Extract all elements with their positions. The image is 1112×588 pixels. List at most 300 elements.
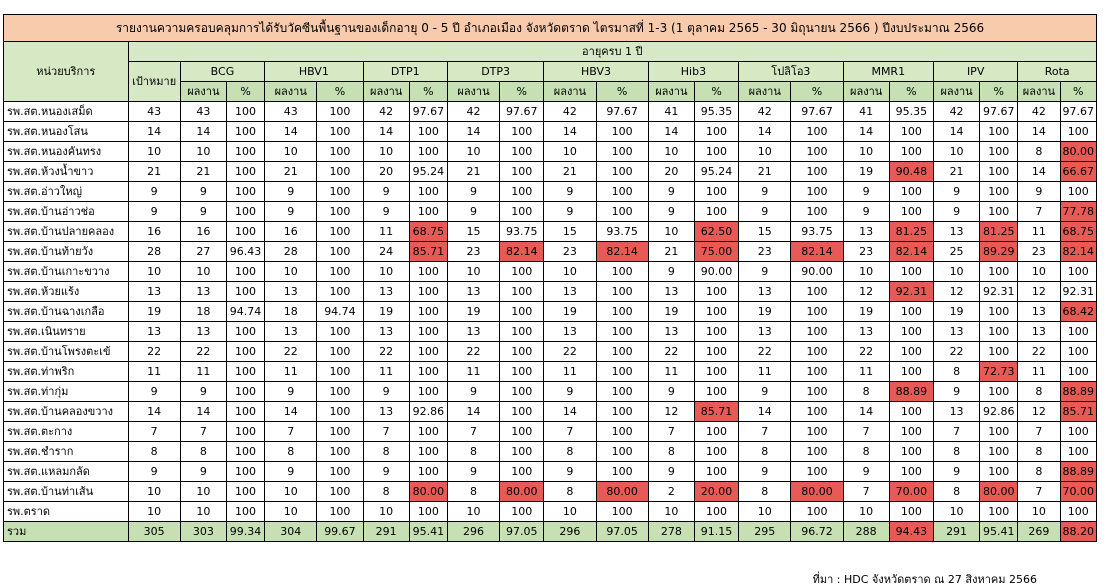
result-cell: 22 — [739, 342, 791, 362]
result-subheader: ผลงาน — [265, 82, 317, 102]
result-cell: 13 — [363, 402, 409, 422]
percent-cell: 100 — [226, 122, 264, 142]
age-group-header: อายุครบ 1 ปี — [128, 42, 1096, 62]
result-cell: 11 — [1018, 362, 1060, 382]
result-cell: 18 — [265, 302, 317, 322]
vaccine-header: HBV3 — [544, 62, 648, 82]
percent-cell: 100 — [1060, 422, 1097, 442]
result-cell: 269 — [1018, 522, 1060, 542]
table-row — [4, 122, 1097, 142]
result-cell: 13 — [447, 282, 499, 302]
result-cell: 10 — [648, 502, 694, 522]
percent-cell: 99.67 — [317, 522, 363, 542]
target-cell: 9 — [128, 462, 180, 482]
unit-name: รพ.สต.ห้วงน้ำขาว — [4, 162, 129, 182]
result-cell: 9 — [265, 462, 317, 482]
percent-cell: 100 — [791, 122, 843, 142]
percent-cell: 100 — [596, 442, 648, 462]
result-cell: 10 — [447, 502, 499, 522]
percent-cell: 100 — [500, 142, 544, 162]
result-cell: 19 — [843, 302, 889, 322]
result-cell: 15 — [447, 222, 499, 242]
percent-cell: 100 — [226, 422, 264, 442]
result-cell: 14 — [180, 122, 226, 142]
result-cell: 21 — [544, 162, 596, 182]
percent-cell: 100 — [596, 142, 648, 162]
percent-cell: 100 — [226, 182, 264, 202]
percent-cell: 95.41 — [409, 522, 447, 542]
result-cell: 10 — [180, 262, 226, 282]
result-subheader: ผลงาน — [1018, 82, 1060, 102]
percent-cell: 85.71 — [694, 402, 738, 422]
percent-cell: 85.71 — [1060, 402, 1097, 422]
table-row — [4, 362, 1097, 382]
percent-cell: 100 — [409, 282, 447, 302]
percent-cell: 82.14 — [1060, 242, 1097, 262]
result-cell: 13 — [933, 322, 979, 342]
percent-cell: 97.67 — [980, 102, 1018, 122]
percent-cell: 100 — [1060, 362, 1097, 382]
result-cell: 25 — [933, 242, 979, 262]
percent-cell: 100 — [889, 142, 933, 162]
result-cell: 9 — [648, 462, 694, 482]
result-cell: 10 — [180, 142, 226, 162]
percent-cell: 100 — [500, 442, 544, 462]
result-cell: 13 — [1018, 302, 1060, 322]
unit-name: รพ.สต.บ้านปลายคลอง — [4, 222, 129, 242]
table-row — [4, 202, 1097, 222]
target-cell: 10 — [128, 142, 180, 162]
result-cell: 9 — [933, 462, 979, 482]
table-row — [4, 182, 1097, 202]
result-cell: 291 — [933, 522, 979, 542]
result-cell: 10 — [363, 502, 409, 522]
percent-cell: 100 — [1060, 262, 1097, 282]
result-cell: 9 — [363, 462, 409, 482]
percent-subheader: % — [409, 82, 447, 102]
result-cell: 10 — [363, 142, 409, 162]
percent-cell: 100 — [500, 422, 544, 442]
result-cell: 14 — [843, 402, 889, 422]
vaccine-header: MMR1 — [843, 62, 933, 82]
percent-cell: 97.67 — [1060, 102, 1097, 122]
result-cell: 9 — [180, 462, 226, 482]
percent-cell: 68.42 — [1060, 302, 1097, 322]
percent-cell: 100 — [1060, 122, 1097, 142]
result-cell: 9 — [544, 182, 596, 202]
percent-cell: 100 — [226, 362, 264, 382]
result-cell: 42 — [1018, 102, 1060, 122]
vaccine-header: Hib3 — [648, 62, 738, 82]
percent-cell: 96.43 — [226, 242, 264, 262]
percent-cell: 66.67 — [1060, 162, 1097, 182]
result-cell: 7 — [544, 422, 596, 442]
percent-cell: 100 — [317, 402, 363, 422]
result-cell: 16 — [265, 222, 317, 242]
percent-cell: 100 — [980, 422, 1018, 442]
percent-cell: 93.75 — [596, 222, 648, 242]
result-cell: 12 — [843, 282, 889, 302]
percent-cell: 100 — [980, 122, 1018, 142]
result-cell: 8 — [363, 482, 409, 502]
percent-cell: 89.29 — [980, 242, 1018, 262]
result-cell: 9 — [447, 382, 499, 402]
result-cell: 8 — [447, 482, 499, 502]
percent-cell: 100 — [596, 162, 648, 182]
percent-cell: 95.35 — [889, 102, 933, 122]
result-cell: 19 — [933, 302, 979, 322]
target-cell: 13 — [128, 322, 180, 342]
percent-cell: 100 — [889, 442, 933, 462]
percent-cell: 100 — [500, 362, 544, 382]
result-cell: 27 — [180, 242, 226, 262]
result-cell: 10 — [933, 262, 979, 282]
percent-cell: 81.25 — [980, 222, 1018, 242]
percent-cell: 88.20 — [1060, 522, 1097, 542]
percent-cell: 100 — [317, 142, 363, 162]
result-cell: 10 — [648, 142, 694, 162]
result-cell: 7 — [447, 422, 499, 442]
result-cell: 24 — [363, 242, 409, 262]
percent-cell: 100 — [596, 122, 648, 142]
result-cell: 10 — [843, 262, 889, 282]
percent-cell: 100 — [694, 142, 738, 162]
target-cell: 305 — [128, 522, 180, 542]
result-cell: 278 — [648, 522, 694, 542]
percent-cell: 94.74 — [226, 302, 264, 322]
unit-name: รพ.สต.ตะกาง — [4, 422, 129, 442]
percent-cell: 100 — [980, 322, 1018, 342]
result-cell: 9 — [933, 182, 979, 202]
percent-cell: 100 — [500, 302, 544, 322]
vaccine-header: IPV — [933, 62, 1017, 82]
percent-cell: 100 — [889, 402, 933, 422]
result-cell: 10 — [265, 482, 317, 502]
percent-cell: 82.14 — [791, 242, 843, 262]
unit-name: รพ.สต.บ้านเกาะขวาง — [4, 262, 129, 282]
percent-cell: 100 — [226, 162, 264, 182]
table-row — [4, 482, 1097, 502]
result-cell: 9 — [363, 382, 409, 402]
percent-cell: 97.67 — [500, 102, 544, 122]
result-cell: 7 — [739, 422, 791, 442]
percent-cell: 100 — [1060, 342, 1097, 362]
result-cell: 9 — [739, 382, 791, 402]
table-row — [4, 242, 1097, 262]
result-cell: 13 — [363, 322, 409, 342]
result-cell: 21 — [739, 162, 791, 182]
result-cell: 10 — [363, 262, 409, 282]
result-cell: 21 — [933, 162, 979, 182]
result-cell: 12 — [648, 402, 694, 422]
percent-cell: 100 — [596, 382, 648, 402]
percent-cell: 100 — [1060, 322, 1097, 342]
percent-cell: 100 — [694, 182, 738, 202]
percent-cell: 100 — [500, 322, 544, 342]
result-cell: 11 — [180, 362, 226, 382]
target-cell: 9 — [128, 202, 180, 222]
percent-cell: 100 — [889, 262, 933, 282]
percent-cell: 100 — [317, 182, 363, 202]
result-cell: 9 — [933, 202, 979, 222]
percent-cell: 100 — [596, 402, 648, 422]
percent-cell: 92.31 — [889, 282, 933, 302]
result-cell: 22 — [544, 342, 596, 362]
percent-cell: 100 — [889, 182, 933, 202]
result-cell: 11 — [843, 362, 889, 382]
result-cell: 13 — [933, 402, 979, 422]
result-cell: 22 — [843, 342, 889, 362]
result-cell: 9 — [739, 262, 791, 282]
percent-cell: 100 — [791, 342, 843, 362]
percent-cell: 96.72 — [791, 522, 843, 542]
result-cell: 41 — [843, 102, 889, 122]
table-row — [4, 322, 1097, 342]
result-cell: 10 — [265, 502, 317, 522]
percent-subheader: % — [226, 82, 264, 102]
percent-cell: 82.14 — [500, 242, 544, 262]
percent-cell: 93.75 — [500, 222, 544, 242]
result-cell: 14 — [265, 402, 317, 422]
result-cell: 13 — [933, 222, 979, 242]
percent-cell: 100 — [500, 342, 544, 362]
vaccine-header: Rota — [1018, 62, 1097, 82]
result-cell: 23 — [739, 242, 791, 262]
percent-cell: 100 — [317, 202, 363, 222]
result-cell: 15 — [544, 222, 596, 242]
percent-cell: 100 — [596, 422, 648, 442]
target-cell: 8 — [128, 442, 180, 462]
percent-cell: 95.24 — [409, 162, 447, 182]
result-subheader: ผลงาน — [739, 82, 791, 102]
result-cell: 14 — [648, 122, 694, 142]
percent-subheader: % — [596, 82, 648, 102]
percent-cell: 100 — [889, 122, 933, 142]
result-cell: 8 — [648, 442, 694, 462]
table-row — [4, 462, 1097, 482]
result-cell: 11 — [363, 362, 409, 382]
target-cell: 21 — [128, 162, 180, 182]
result-cell: 8 — [933, 442, 979, 462]
vaccine-header: HBV1 — [265, 62, 363, 82]
unit-name: รพ.สต.แหลมกลัด — [4, 462, 129, 482]
result-cell: 11 — [363, 222, 409, 242]
percent-cell: 91.15 — [694, 522, 738, 542]
target-cell: 11 — [128, 362, 180, 382]
result-subheader: ผลงาน — [648, 82, 694, 102]
result-cell: 9 — [739, 462, 791, 482]
percent-cell: 100 — [791, 442, 843, 462]
percent-cell: 100 — [226, 282, 264, 302]
percent-cell: 85.71 — [409, 242, 447, 262]
unit-name: รพ.สต.บ้านท่าเส้น — [4, 482, 129, 502]
result-cell: 13 — [648, 282, 694, 302]
percent-cell: 100 — [317, 342, 363, 362]
percent-cell: 100 — [980, 442, 1018, 462]
result-cell: 9 — [648, 382, 694, 402]
result-cell: 10 — [1018, 502, 1060, 522]
percent-cell: 100 — [409, 442, 447, 462]
percent-cell: 100 — [791, 462, 843, 482]
result-cell: 43 — [180, 102, 226, 122]
result-cell: 20 — [363, 162, 409, 182]
result-cell: 13 — [265, 322, 317, 342]
result-cell: 13 — [544, 282, 596, 302]
percent-cell: 100 — [596, 322, 648, 342]
unit-name: รพ.สต.บ้านฉางเกลือ — [4, 302, 129, 322]
result-cell: 13 — [180, 322, 226, 342]
result-cell: 42 — [544, 102, 596, 122]
percent-cell: 100 — [889, 322, 933, 342]
percent-cell: 94.74 — [317, 302, 363, 322]
result-cell: 9 — [544, 382, 596, 402]
percent-cell: 100 — [409, 182, 447, 202]
percent-cell: 100 — [889, 342, 933, 362]
result-cell: 8 — [363, 442, 409, 462]
percent-cell: 100 — [317, 262, 363, 282]
result-cell: 10 — [739, 142, 791, 162]
result-cell: 22 — [933, 342, 979, 362]
result-subheader: ผลงาน — [180, 82, 226, 102]
result-cell: 8 — [265, 442, 317, 462]
percent-cell: 100 — [500, 202, 544, 222]
percent-subheader: % — [791, 82, 843, 102]
percent-cell: 100 — [226, 402, 264, 422]
percent-cell: 75.00 — [694, 242, 738, 262]
percent-cell: 92.86 — [409, 402, 447, 422]
result-cell: 14 — [447, 122, 499, 142]
result-cell: 10 — [180, 482, 226, 502]
result-cell: 9 — [265, 202, 317, 222]
result-cell: 14 — [933, 122, 979, 142]
result-cell: 9 — [739, 202, 791, 222]
target-cell: 9 — [128, 182, 180, 202]
percent-cell: 100 — [226, 502, 264, 522]
percent-cell: 100 — [500, 502, 544, 522]
result-cell: 11 — [648, 362, 694, 382]
percent-cell: 100 — [791, 302, 843, 322]
percent-subheader: % — [980, 82, 1018, 102]
percent-cell: 100 — [317, 422, 363, 442]
result-subheader: ผลงาน — [363, 82, 409, 102]
result-cell: 22 — [648, 342, 694, 362]
percent-cell: 100 — [409, 122, 447, 142]
result-subheader: ผลงาน — [447, 82, 499, 102]
percent-cell: 100 — [500, 462, 544, 482]
result-cell: 19 — [363, 302, 409, 322]
result-cell: 12 — [1018, 402, 1060, 422]
result-cell: 9 — [843, 462, 889, 482]
percent-cell: 100 — [1060, 182, 1097, 202]
percent-cell: 100 — [791, 162, 843, 182]
result-cell: 8 — [544, 482, 596, 502]
result-cell: 11 — [739, 362, 791, 382]
unit-name: รพ.สต.ท่ากุ่ม — [4, 382, 129, 402]
percent-cell: 100 — [596, 502, 648, 522]
result-cell: 14 — [447, 402, 499, 422]
result-cell: 22 — [447, 342, 499, 362]
percent-cell: 100 — [409, 382, 447, 402]
result-cell: 2 — [648, 482, 694, 502]
percent-subheader: % — [500, 82, 544, 102]
result-cell: 14 — [1018, 122, 1060, 142]
result-cell: 296 — [544, 522, 596, 542]
percent-cell: 100 — [226, 482, 264, 502]
target-cell: 16 — [128, 222, 180, 242]
result-cell: 10 — [933, 502, 979, 522]
percent-cell: 90.48 — [889, 162, 933, 182]
table-row — [4, 502, 1097, 522]
percent-cell: 100 — [317, 502, 363, 522]
target-cell: 13 — [128, 282, 180, 302]
result-cell: 23 — [544, 242, 596, 262]
percent-cell: 80.00 — [409, 482, 447, 502]
result-cell: 42 — [739, 102, 791, 122]
result-cell: 10 — [265, 262, 317, 282]
result-cell: 14 — [265, 122, 317, 142]
target-cell: 10 — [128, 502, 180, 522]
percent-cell: 100 — [500, 382, 544, 402]
percent-cell: 100 — [791, 402, 843, 422]
percent-cell: 100 — [409, 142, 447, 162]
result-cell: 9 — [265, 382, 317, 402]
result-cell: 19 — [843, 162, 889, 182]
percent-cell: 81.25 — [889, 222, 933, 242]
percent-cell: 97.67 — [409, 102, 447, 122]
percent-cell: 100 — [317, 382, 363, 402]
percent-cell: 99.34 — [226, 522, 264, 542]
result-cell: 19 — [648, 302, 694, 322]
total-row — [4, 522, 1097, 542]
percent-cell: 68.75 — [1060, 222, 1097, 242]
percent-cell: 100 — [791, 142, 843, 162]
percent-cell: 100 — [409, 202, 447, 222]
percent-cell: 100 — [694, 362, 738, 382]
percent-cell: 88.89 — [1060, 382, 1097, 402]
percent-cell: 100 — [980, 302, 1018, 322]
result-cell: 8 — [843, 382, 889, 402]
result-cell: 22 — [363, 342, 409, 362]
percent-subheader: % — [694, 82, 738, 102]
result-cell: 9 — [447, 202, 499, 222]
unit-name: รพ.ตราด — [4, 502, 129, 522]
table-row — [4, 402, 1097, 422]
percent-cell: 100 — [596, 262, 648, 282]
result-cell: 19 — [739, 302, 791, 322]
percent-cell: 100 — [694, 382, 738, 402]
percent-cell: 100 — [226, 202, 264, 222]
percent-cell: 100 — [317, 102, 363, 122]
percent-cell: 92.31 — [980, 282, 1018, 302]
result-cell: 288 — [843, 522, 889, 542]
result-cell: 13 — [739, 322, 791, 342]
result-cell: 11 — [265, 362, 317, 382]
result-cell: 7 — [1018, 202, 1060, 222]
percent-cell: 100 — [791, 202, 843, 222]
result-cell: 7 — [1018, 422, 1060, 442]
vaccine-header: BCG — [180, 62, 264, 82]
target-cell: 7 — [128, 422, 180, 442]
result-cell: 8 — [1018, 442, 1060, 462]
result-cell: 13 — [544, 322, 596, 342]
result-cell: 22 — [180, 342, 226, 362]
result-cell: 7 — [843, 422, 889, 442]
target-cell: 9 — [128, 382, 180, 402]
table-row — [4, 162, 1097, 182]
result-cell: 9 — [648, 182, 694, 202]
result-cell: 13 — [447, 322, 499, 342]
table-row — [4, 222, 1097, 242]
